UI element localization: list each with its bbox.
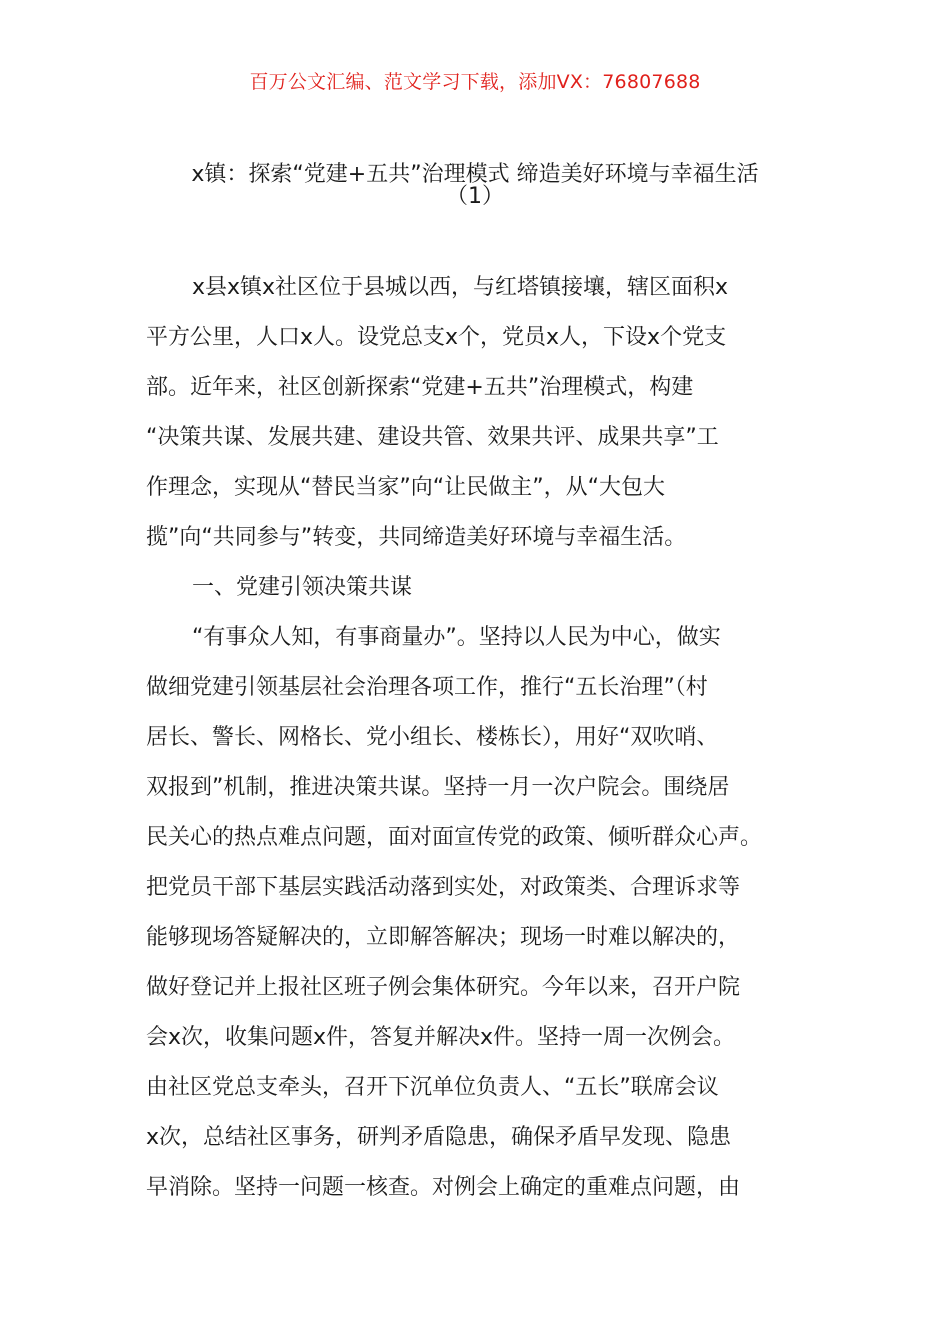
body-line: “有事众人知，有事商量办”。坚持以人民为中心，做实 xyxy=(192,625,721,650)
body-line: 居长、警长、网格长、党小组长、楼栋长），用好“双吹哨、 xyxy=(146,725,719,750)
body-line: 双报到”机制，推进决策共谋。坚持一月一次户院会。围绕居 xyxy=(146,775,730,800)
body-line: 做好登记并上报社区班子例会集体研究。今年以来，召开户院 xyxy=(146,975,741,1000)
body-line: 揽”向“共同参与”转变，共同缔造美好环境与幸福生活。 xyxy=(146,525,687,550)
body-line: 平方公里，人口x人。设党总支x个，党员x人，下设x个党支 xyxy=(146,325,727,350)
body-line: 部。近年来，社区创新探索“党建+五共”治理模式，构建 xyxy=(146,375,694,400)
body-line: 早消除。坚持一问题一核查。对例会上确定的重难点问题，由 xyxy=(146,1175,741,1200)
body-line: 做细党建引领基层社会治理各项工作，推行“五长治理”（村 xyxy=(146,675,708,700)
body-line: x次，总结社区事务，研判矛盾隐患，确保矛盾早发现、隐患 xyxy=(146,1125,732,1150)
body-line: 会x次，收集问题x件，答复并解决x件。坚持一周一次例会。 xyxy=(146,1025,736,1050)
body-line: 民关心的热点难点问题，面对面宣传党的政策、倾听群众心声。 xyxy=(146,825,763,850)
promo-banner: 百万公文汇编、范文学习下载，添加VX：76807688 xyxy=(249,71,701,93)
body-line: 把党员干部下基层实践活动落到实处，对政策类、合理诉求等 xyxy=(146,875,741,900)
body-line: “决策共谋、发展共建、建设共管、效果共评、成果共享”工 xyxy=(146,425,719,450)
document-title: x镇：探索“党建+五共”治理模式 缔造美好环境与幸福生活 xyxy=(191,162,759,187)
section-heading: 一、党建引领决策共谋 xyxy=(192,575,413,600)
document-subtitle: （1） xyxy=(446,184,504,209)
body-line: x县x镇x社区位于县城以西，与红塔镇接壤，辖区面积x xyxy=(192,275,729,300)
body-line: 由社区党总支牵头，召开下沉单位负责人、“五长”联席会议 xyxy=(146,1075,719,1100)
body-line: 作理念，实现从“替民当家”向“让民做主”，从“大包大 xyxy=(146,475,665,500)
body-line: 能够现场答疑解决的，立即解答解决；现场一时难以解决的， xyxy=(146,925,741,950)
